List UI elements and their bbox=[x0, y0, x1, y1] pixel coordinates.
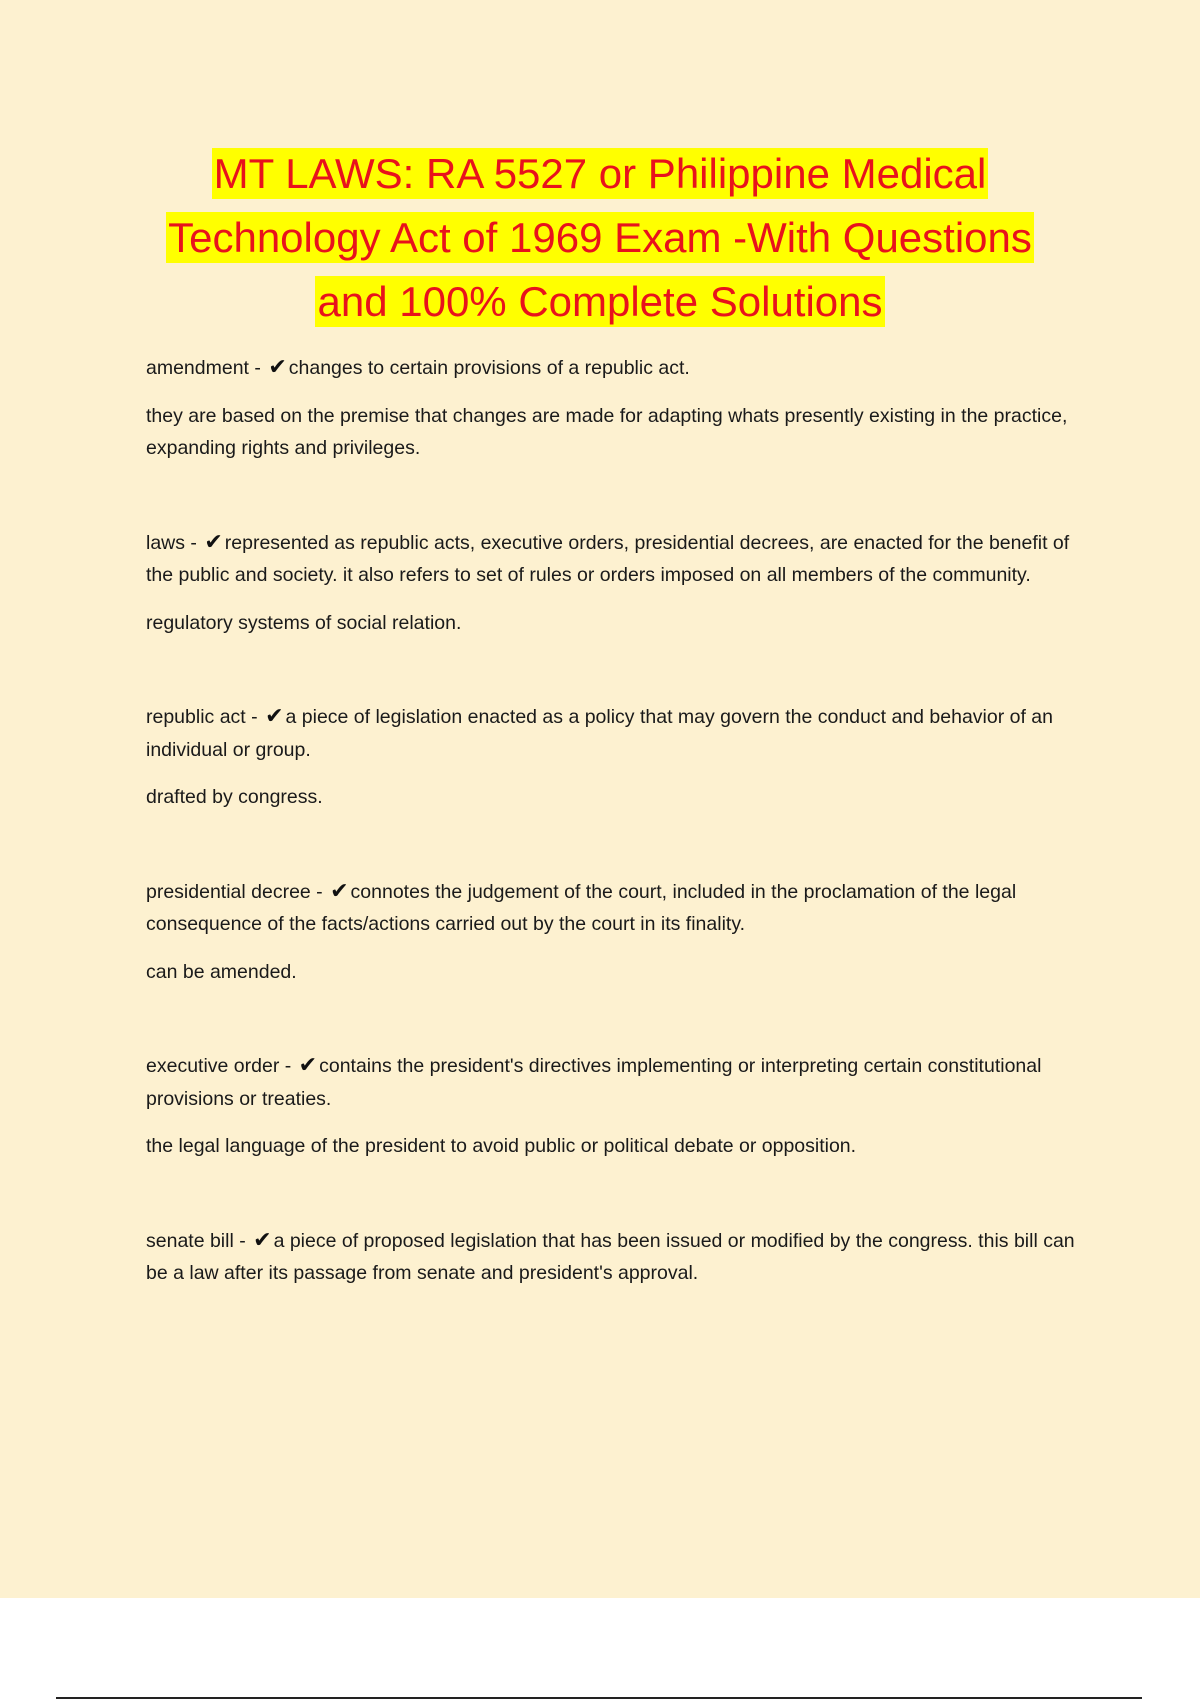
check-mark-icon: ✔ bbox=[253, 1227, 272, 1253]
entry-definition: contains the president's directives implementing or interpreting certain constitutional provisions or treaties. bbox=[146, 1055, 1042, 1110]
entry-definition: a piece of proposed legislation that has been issued or modified by the congress. this bill can be a law after its passage from senate and president's approval. bbox=[146, 1229, 1075, 1284]
footer-divider bbox=[56, 1697, 1142, 1699]
entry-definition-line bbox=[146, 876, 1086, 941]
entry-note: can be amended. bbox=[146, 960, 297, 983]
entry-term: executive order - bbox=[146, 1055, 297, 1077]
title-line-2: Technology Act of 1969 Exam -With Questions bbox=[168, 214, 1032, 261]
entry-definition: connotes the judgement of the court, included in the proclamation of the legal consequence of the facts/actions carried out by the court in its finality. bbox=[146, 880, 1017, 935]
document-body bbox=[146, 352, 1086, 1352]
entry-term: laws - bbox=[146, 531, 203, 554]
entry-definition-line bbox=[146, 352, 1086, 385]
entry-definition: represented as republic acts, executive orders, presidential decrees, are enacted for the benefit of the public and society. it also refers to set of rules or orders imposed on all members of the community. bbox=[146, 531, 1070, 586]
check-mark-icon: ✔ bbox=[204, 529, 223, 555]
check-mark-icon: ✔ bbox=[330, 878, 349, 904]
entry-republic-act bbox=[146, 701, 1086, 814]
entry-term: republic act - bbox=[146, 706, 264, 728]
entry-note: they are based on the premise that changes are made for adapting whats presently existing in the practice, expanding rights and privileges. bbox=[146, 404, 1068, 459]
entry-senate-bill bbox=[146, 1225, 1086, 1290]
title-line-1: MT LAWS: RA 5527 or Philippine Medical bbox=[213, 150, 987, 197]
entry-definition: changes to certain provisions of a republic act. bbox=[288, 357, 690, 379]
entry-term: senate bill - bbox=[146, 1229, 252, 1252]
check-mark-icon: ✔ bbox=[265, 704, 284, 729]
entry-note: regulatory systems of social relation. bbox=[146, 611, 462, 634]
entry-definition-line bbox=[146, 701, 1086, 766]
entry-executive-order bbox=[146, 1050, 1086, 1163]
entry-term: presidential decree - bbox=[146, 880, 329, 903]
check-mark-icon: ✔ bbox=[298, 1053, 318, 1078]
check-mark-icon: ✔ bbox=[268, 355, 287, 380]
entry-note: the legal language of the president to avoid public or political debate or opposition. bbox=[146, 1135, 857, 1157]
entry-amendment bbox=[146, 352, 1086, 465]
entry-presidential-decree bbox=[146, 876, 1086, 989]
entry-definition-line bbox=[146, 1050, 1086, 1115]
entry-laws bbox=[146, 527, 1086, 640]
entry-definition: a piece of legislation enacted as a policy that may govern the conduct and behavior of an individual or group. bbox=[146, 706, 1053, 761]
title-line-3: and 100% Complete Solutions bbox=[317, 278, 883, 325]
entry-definition-line bbox=[146, 527, 1086, 592]
entry-definition-line bbox=[146, 1225, 1086, 1290]
entry-term: amendment - bbox=[146, 357, 267, 379]
entry-note: drafted by congress. bbox=[146, 786, 323, 808]
document-title bbox=[100, 142, 1100, 334]
